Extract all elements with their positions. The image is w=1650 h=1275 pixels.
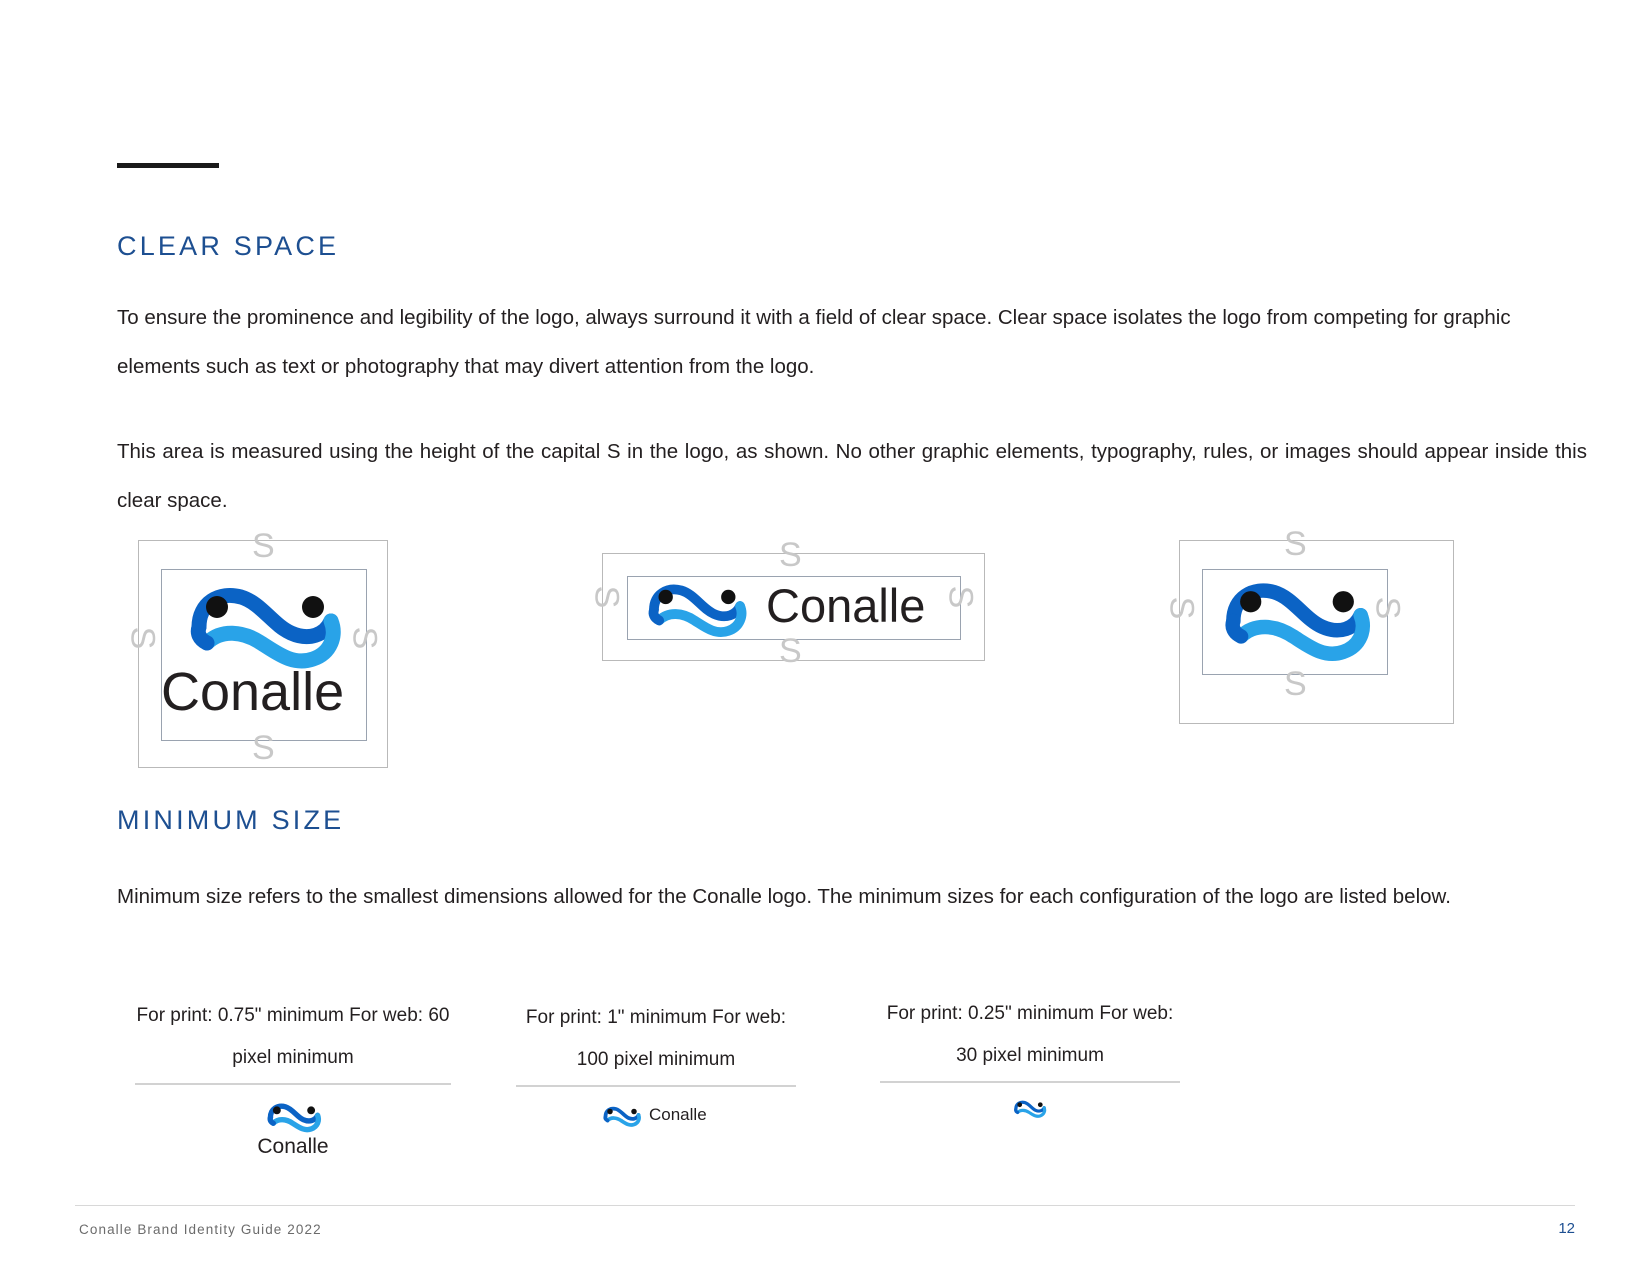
- minimum-size-wordmark: Conalle: [649, 1105, 707, 1124]
- measure-s-top: S: [252, 527, 275, 565]
- measure-s-right: S: [345, 626, 384, 650]
- logomark-icon: [181, 581, 349, 673]
- heading-rule: [117, 163, 219, 168]
- footer-text: Conalle Brand Identity Guide 2022: [79, 1222, 322, 1237]
- horizontal-logo-clear-space-figure: [587, 536, 985, 670]
- logomark-icon: [264, 1101, 324, 1134]
- logomark-icon: [1012, 1099, 1048, 1119]
- measure-s-top: S: [1284, 525, 1307, 563]
- measure-s-right: S: [941, 585, 980, 609]
- footer-divider: [75, 1205, 1575, 1206]
- measure-s-bottom: S: [252, 729, 275, 767]
- clear-space-paragraph-1: To ensure the prominence and legibility of the logo, always surround it with a field of clear space. Clear space isolates the logo from competing for graphic elements such as text or photography that may divert attention from the logo.: [117, 306, 1511, 378]
- minimum-size-caption: For print: 0.25" minimum For web: 30 pixel minimum: [886, 1003, 1174, 1066]
- clear-space-heading: CLEAR SPACE: [117, 231, 340, 261]
- page-number: 12: [1558, 1220, 1575, 1237]
- minimum-size-logo-mark: [880, 1083, 1180, 1119]
- measure-s-right: S: [1368, 596, 1407, 620]
- stacked-logo-clear-space-figure: [123, 527, 388, 768]
- minimum-size-item-mark: [880, 993, 1180, 1119]
- minimum-size-logo-stacked: [135, 1085, 451, 1169]
- minimum-size-logo-horizontal: [516, 1087, 796, 1133]
- measure-s-bottom: S: [779, 632, 802, 670]
- minimum-size-item-horizontal: [516, 997, 796, 1133]
- logomark-icon: [637, 580, 757, 640]
- minimum-size-wordmark: Conalle: [257, 1135, 329, 1158]
- minimum-size-caption: For print: 0.75" minimum For web: 60 pixel minimum: [136, 1005, 450, 1068]
- minimum-size-paragraph: Minimum size refers to the smallest dimensions allowed for the Conalle logo. The minimum sizes for each configuration of the logo are listed below.: [117, 885, 1451, 908]
- minimum-size-heading: MINIMUM SIZE: [117, 805, 345, 835]
- measure-s-left: S: [123, 626, 162, 650]
- measure-s-left: S: [587, 585, 626, 609]
- logomark-icon: [1216, 575, 1378, 667]
- minimum-size-item-stacked: [135, 995, 451, 1169]
- horizontal-wordmark: Conalle: [766, 579, 926, 632]
- stacked-wordmark: Conalle: [161, 662, 345, 722]
- logomark-clear-space-figure: [1162, 525, 1454, 724]
- clear-space-paragraph-2: This area is measured using the height of the capital S in the logo, as shown. No other graphic elements, typography, rules, or images should appear inside this clear space.: [117, 440, 1587, 512]
- measure-s-top: S: [779, 536, 802, 574]
- measure-s-bottom: S: [1284, 665, 1307, 703]
- minimum-size-caption: For print: 1" minimum For web: 100 pixel minimum: [525, 1007, 787, 1070]
- logomark-icon: [601, 1105, 643, 1128]
- measure-s-left: S: [1162, 596, 1201, 620]
